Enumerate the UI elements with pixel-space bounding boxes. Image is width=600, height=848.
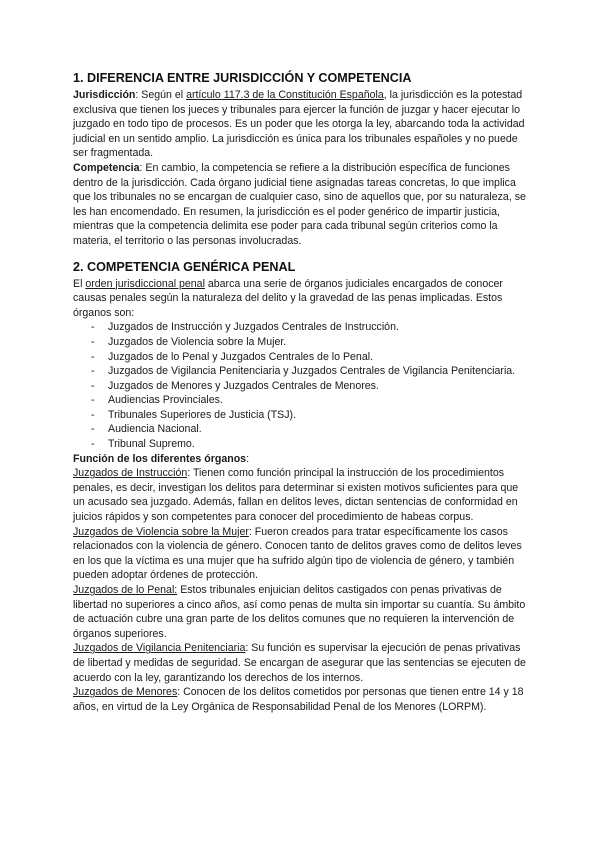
competencia-paragraph <box>73 161 528 249</box>
intro-paragraph <box>73 277 528 321</box>
function-term: Juzgados de Vigilancia Penitenciaria <box>73 642 246 655</box>
list-item: - Juzgados de Vigilancia Penitenciaria y Juzgados Centrales de Vigilancia Penitenciaria. <box>91 364 528 379</box>
text-fragment: abarca una serie de órganos judiciales encargados de conocer causas penales según la naturaleza del delito y la gravedad de las penas implicadas. Estos órganos son: <box>73 277 503 319</box>
text-fragment: : En cambio, la competencia se refiere a la distribución específica de funciones dentro de la jurisdicción. Cada órgano judicial tiene asignadas tareas concretas, lo que implica que los tribunales no se encargan de cualquier caso, sino de aquellos que, por su naturaleza, se les han encomendado. En resumen, la jurisdicción es el poder genérico de impartir justicia, mientras que la competencia delimita ese poder para cada tribunal según criterios como la materia, el territorio o las personas involucradas. <box>73 161 526 247</box>
function-paragraph <box>73 583 528 641</box>
section-spacer <box>73 249 528 259</box>
function-paragraph <box>73 685 528 714</box>
text-fragment: : Conocen de los delitos cometidos por personas que tienen entre 14 y 18 años, en virtud de la Ley Orgánica de Responsabilidad Penal de los Menores (LORPM). <box>73 686 524 713</box>
function-paragraph <box>73 525 528 583</box>
functions-heading <box>73 452 528 467</box>
section-1-heading: 1. DIFERENCIA ENTRE JURISDICCIÓN Y COMPETENCIA <box>73 71 412 85</box>
text-fragment: : Según el <box>135 89 187 101</box>
section-2-heading: 2. COMPETENCIA GENÉRICA PENAL <box>73 259 296 274</box>
organs-list <box>73 320 528 451</box>
text-fragment: : Tienen como función principal la instrucción de los procedimientos penales, es decir, investigan los delitos para determinar si existen motivos suficientes para que un acusado sea juzgado. Además, fallan en delitos leves, dictan sentencias de conformidad en juicios rápidos y son competentes para conocer del procedimiento de habeas corpus. <box>73 467 519 524</box>
functions-heading-text: Función de los diferentes órganos <box>73 452 247 465</box>
jurisdiccion-term: Jurisdicción <box>73 89 136 101</box>
list-item: - Juzgados de Menores y Juzgados Centrales de Menores. <box>91 379 528 394</box>
list-item: - Audiencia Nacional. <box>91 422 528 437</box>
list-item: - Juzgados de Violencia sobre la Mujer. <box>91 335 528 350</box>
competencia-term: Competencia <box>73 161 140 174</box>
list-item: - Juzgados de Instrucción y Juzgados Centrales de Instrucción. <box>91 320 528 335</box>
function-term: Juzgados de lo Penal: <box>73 584 178 596</box>
function-term: Juzgados de Menores <box>73 686 178 699</box>
list-item: - Audiencias Provinciales. <box>91 393 528 408</box>
text-fragment: : <box>246 452 250 465</box>
text-fragment: : Su función es supervisar la ejecución de penas privativas de libertad y medidas de seguridad. Se encargan de asegurar que las sentencias se ejecuten de acuerdo con la ley, garantizando los derechos de los internos. <box>73 642 526 684</box>
constitucion-link[interactable]: artículo 117.3 de la Constitución Española <box>186 89 384 101</box>
orden-penal-link[interactable]: orden jurisdiccional penal <box>85 277 205 290</box>
function-paragraph <box>73 641 528 685</box>
function-term: Juzgados de Violencia sobre la Mujer <box>73 525 249 538</box>
text-fragment: El <box>73 277 86 290</box>
text-fragment: , la jurisdicción es la potestad exclusiva que tienen los jueces y tribunales para ejercer la función de juzgar y hacer ejecutar lo juzgado en todo tipo de procesos. Es un poder que les otorga la ley, abarcando toda la actividad judicial en un sentido amplio. La jurisdicción es única para los tribunales españoles y no puede ser fragmentada. <box>73 89 525 160</box>
text-fragment: Estos tribunales enjuician delitos castigados con penas privativas de libertad no superiores a cinco años, así como penas de multa sin importar su cuantía. Su ámbito de actuación cubre una gran parte de los delitos comunes que no requieren la intervención de órganos superiores. <box>73 584 526 640</box>
list-item: - Juzgados de lo Penal y Juzgados Centrales de lo Penal. <box>91 350 528 365</box>
function-paragraph <box>73 466 528 524</box>
document-content <box>73 70 528 714</box>
jurisdiccion-paragraph <box>73 88 528 161</box>
function-term: Juzgados de Instrucción <box>73 467 188 480</box>
list-item: - Tribunal Supremo. <box>91 437 528 452</box>
text-fragment: : Fueron creados para tratar específicamente los casos relacionados con la violencia de género. Conocen tanto de delitos graves como de delitos leves en los que la víctima es una mujer que ha sufrido algún tipo de violencia de género, y también pueden adoptar órdenes de protección. <box>73 525 522 582</box>
list-item: - Tribunales Superiores de Justicia (TSJ). <box>91 408 528 423</box>
